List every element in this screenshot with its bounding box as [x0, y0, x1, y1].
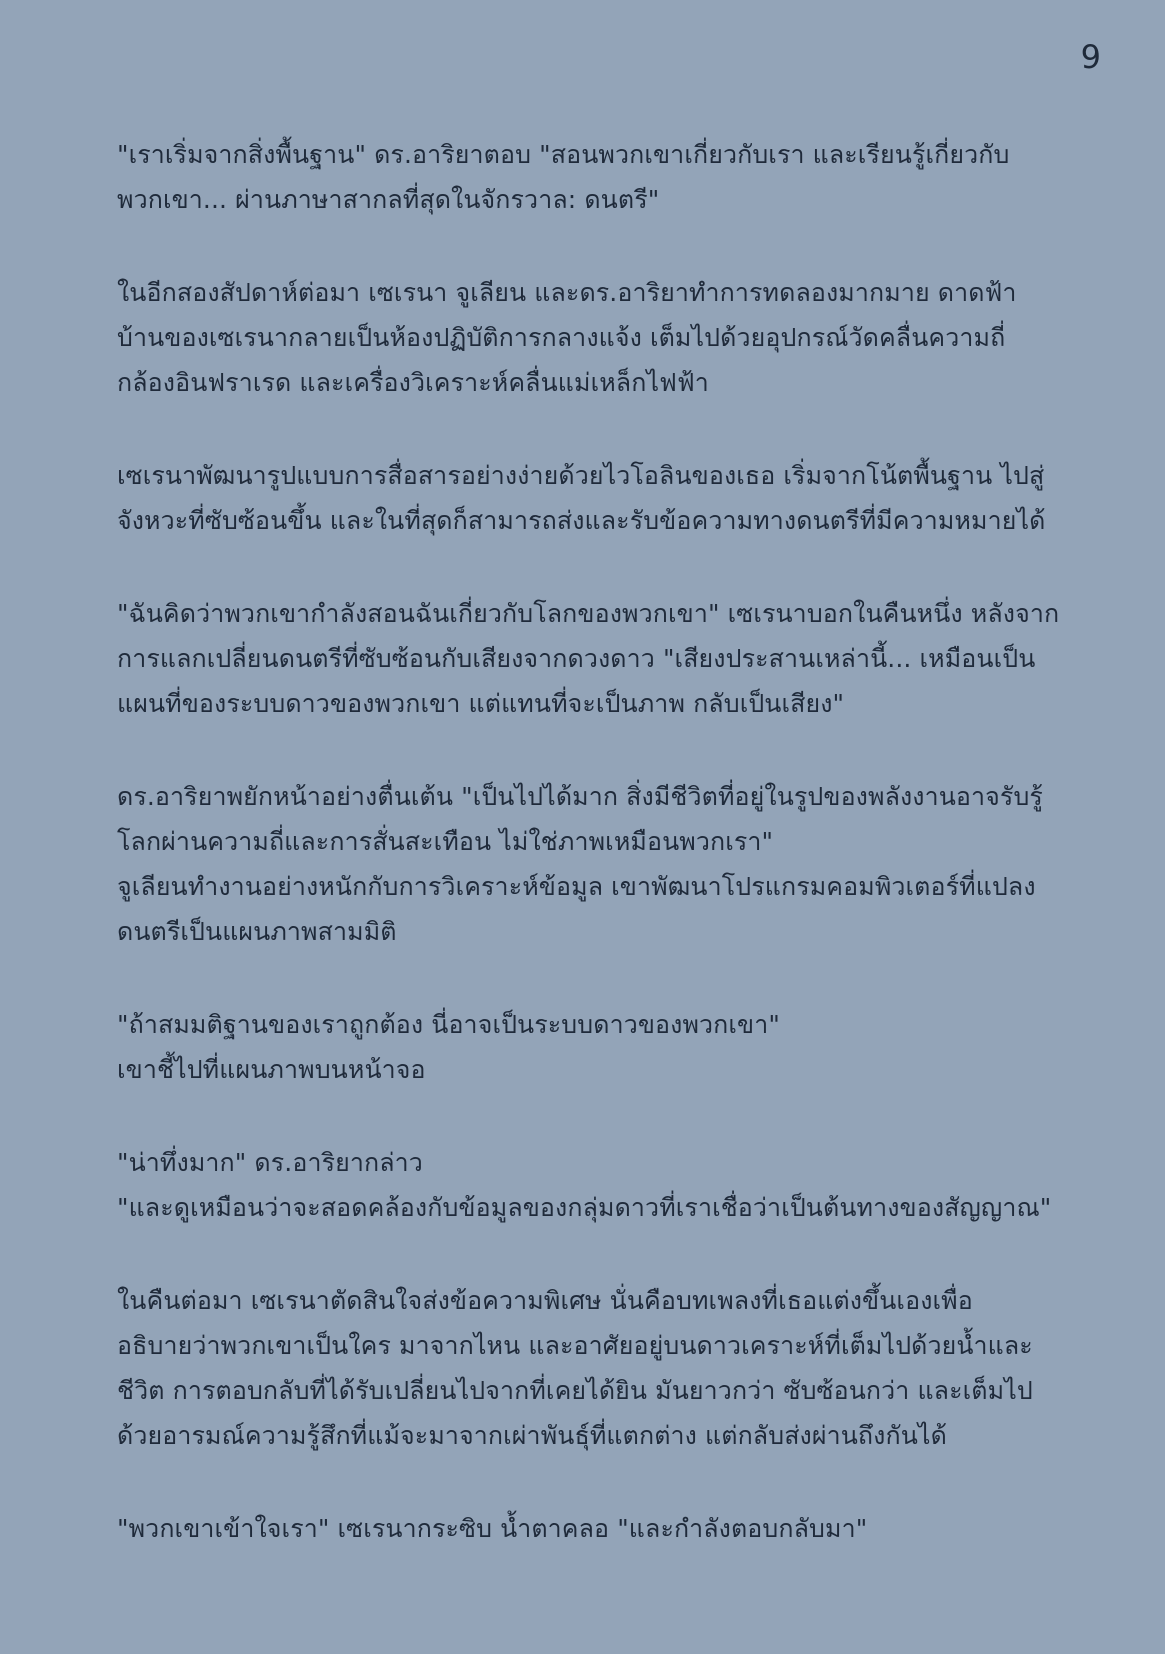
text-line: ดนตรีเป็นแผนภาพสามมิติ — [117, 917, 397, 946]
text-line: ในคืนต่อมา เซเรนาตัดสินใจส่งข้อความพิเศษ นั่นคือบทเพลงที่เธอแต่งขึ้นเองเพื่อ — [117, 1286, 973, 1315]
paragraph — [117, 774, 1065, 954]
paragraph — [117, 1278, 1065, 1458]
text-line: เซเรนาพัฒนารูปแบบการสื่อสารอย่างง่ายด้วยไวโอลินของเธอ เริ่มจากโน้ตพื้นฐาน ไปสู่ — [117, 461, 1045, 490]
text-line: พวกเขา... ผ่านภาษาสากลที่สุดในจักรวาล: ดนตรี" — [117, 185, 660, 214]
paragraph — [117, 1140, 1065, 1230]
text-line: "ถ้าสมมติฐานของเราถูกต้อง นี่อาจเป็นระบบดาวของพวกเขา" — [117, 1010, 780, 1039]
text-line: บ้านของเซเรนากลายเป็นห้องปฏิบัติการกลางแจ้ง เต็มไปด้วยอุปกรณ์วัดคลื่นความถี่ — [117, 323, 1006, 352]
text-line: โลกผ่านความถี่และการสั่นสะเทือน ไม่ใช่ภาพเหมือนพวกเรา" — [117, 827, 774, 856]
text-line: อธิบายว่าพวกเขาเป็นใคร มาจากไหน และอาศัยอยู่บนดาวเคราะห์ที่เต็มไปด้วยน้ำและ — [117, 1331, 1033, 1360]
paragraph — [117, 1506, 1065, 1551]
page-number: 9 — [1080, 38, 1101, 76]
text-line: การแลกเปลี่ยนดนตรีที่ซับซ้อนกับเสียงจากดวงดาว "เสียงประสานเหล่านี้... เหมือนเป็น — [117, 644, 1036, 673]
paragraph — [117, 453, 1065, 543]
text-line: แผนที่ของระบบดาวของพวกเขา แต่แทนที่จะเป็นภาพ กลับเป็นเสียง" — [117, 689, 845, 718]
text-line: "ฉันคิดว่าพวกเขากำลังสอนฉันเกี่ยวกับโลกของพวกเขา" เซเรนาบอกในคืนหนึ่ง หลังจาก — [117, 599, 1060, 628]
text-line: "เราเริ่มจากสิ่งพื้นฐาน" ดร.อาริยาตอบ "สอนพวกเขาเกี่ยวกับเรา และเรียนรู้เกี่ยวกับ — [117, 140, 1010, 169]
text-line: จูเลียนทำงานอย่างหนักกับการวิเคราะห์ข้อมูล เขาพัฒนาโปรแกรมคอมพิวเตอร์ที่แปลง — [117, 872, 1036, 901]
text-line: "น่าทึ่งมาก" ดร.อาริยากล่าว — [117, 1148, 423, 1177]
text-line: "และดูเหมือนว่าจะสอดคล้องกับข้อมูลของกลุ่มดาวที่เราเชื่อว่าเป็นต้นทางของสัญญาณ" — [117, 1193, 1052, 1222]
text-line: ในอีกสองสัปดาห์ต่อมา เซเรนา จูเลียน และดร.อาริยาทำการทดลองมากมาย ดาดฟ้า — [117, 278, 1017, 307]
text-line: "พวกเขาเข้าใจเรา" เซเรนากระซิบ น้ำตาคลอ "และกำลังตอบกลับมา" — [117, 1514, 868, 1543]
body-text — [117, 132, 1065, 1551]
paragraph — [117, 1002, 1065, 1092]
text-line: เขาชี้ไปที่แผนภาพบนหน้าจอ — [117, 1055, 426, 1084]
paragraph — [117, 270, 1065, 405]
text-line: กล้องอินฟราเรด และเครื่องวิเคราะห์คลื่นแม่เหล็กไฟฟ้า — [117, 368, 709, 397]
text-line: ชีวิต การตอบกลับที่ได้รับเปลี่ยนไปจากที่เคยได้ยิน มันยาวกว่า ซับซ้อนกว่า และเต็มไป — [117, 1376, 1033, 1405]
paragraph — [117, 132, 1065, 222]
text-line: จังหวะที่ซับซ้อนขึ้น และในที่สุดก็สามารถส่งและรับข้อความทางดนตรีที่มีความหมายได้ — [117, 506, 1046, 535]
paragraph — [117, 591, 1065, 726]
text-line: ด้วยอารมณ์ความรู้สึกที่แม้จะมาจากเผ่าพันธุ์ที่แตกต่าง แต่กลับส่งผ่านถึงกันได้ — [117, 1421, 947, 1450]
text-line: ดร.อาริยาพยักหน้าอย่างตื่นเต้น "เป็นไปได้มาก สิ่งมีชีวิตที่อยู่ในรูปของพลังงานอาจรับรู้ — [117, 782, 1043, 811]
